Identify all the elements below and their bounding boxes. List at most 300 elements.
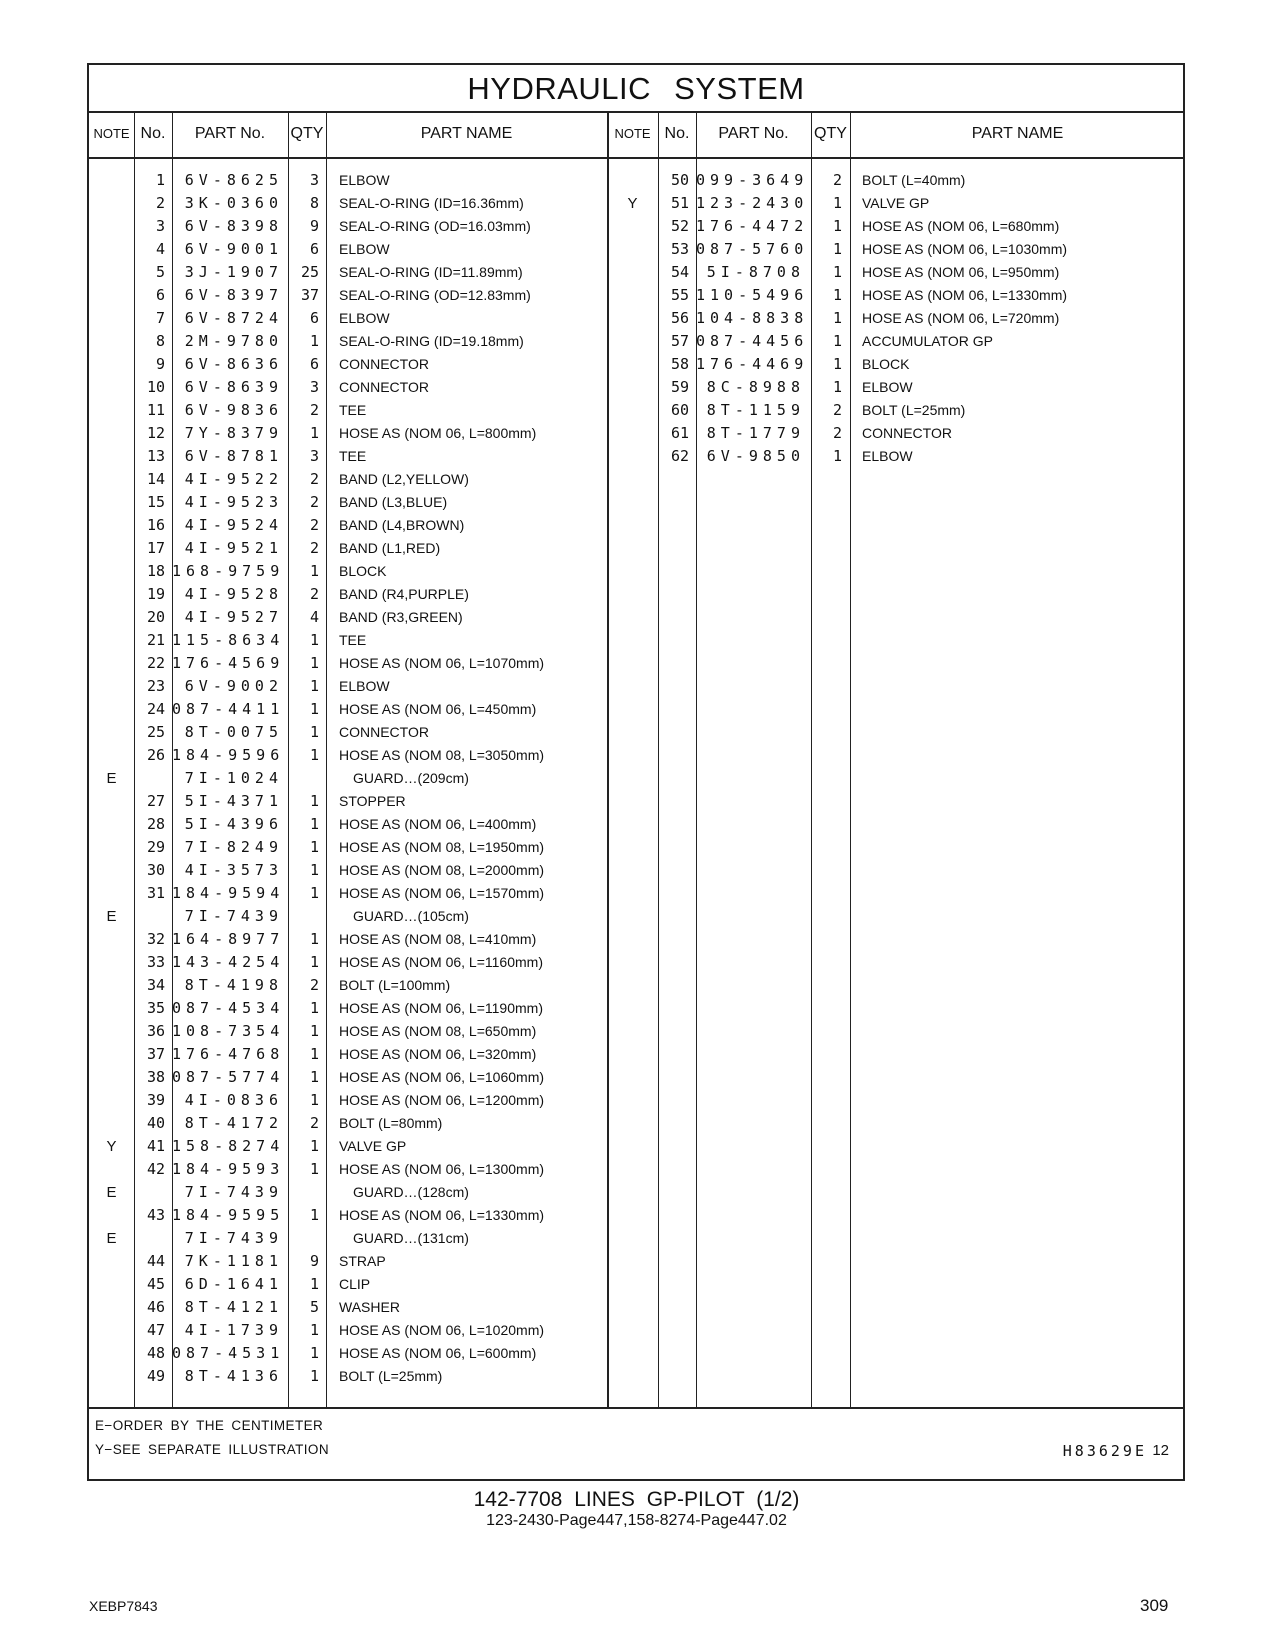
part-name: GUARD…(131cm)	[353, 1230, 469, 1246]
item-number: 20	[146, 608, 165, 626]
quantity: 1	[309, 1275, 319, 1293]
part-number: 6V-8636	[184, 355, 283, 373]
quantity: 1	[309, 999, 319, 1017]
table-row	[607, 353, 1185, 376]
part-name: HOSE AS (NOM 08, L=410mm)	[339, 931, 537, 947]
quantity	[288, 767, 319, 790]
note-cell	[89, 721, 134, 744]
item-number: 15	[146, 493, 165, 511]
table-row	[89, 330, 607, 353]
part-number: 6V-8398	[184, 217, 283, 235]
quantity: 1	[309, 1068, 319, 1086]
note-cell	[89, 1365, 134, 1388]
item-number: 26	[146, 746, 165, 764]
part-name: HOSE AS (NOM 06, L=680mm)	[862, 218, 1060, 234]
quantity: 1	[309, 1321, 319, 1339]
part-name: BAND (R3,GREEN)	[339, 609, 463, 625]
part-number: 087-4531	[172, 1344, 285, 1362]
part-name: VALVE GP	[862, 195, 930, 211]
table-row	[89, 629, 607, 652]
quantity: 2	[832, 171, 842, 189]
quantity: 1	[309, 1367, 319, 1385]
table-row	[89, 514, 607, 537]
note-cell: E	[106, 908, 117, 925]
part-name: HOSE AS (NOM 06, L=720mm)	[862, 310, 1060, 326]
page-number: 309	[1140, 1596, 1169, 1615]
part-number: 8T-4121	[184, 1298, 283, 1316]
part-name: SEAL-O-RING (OD=12.83mm)	[339, 287, 531, 303]
note-cell	[607, 169, 658, 192]
quantity: 1	[309, 1160, 319, 1178]
item-number: 31	[146, 884, 165, 902]
part-number: 4I-9527	[184, 608, 283, 626]
item-number: 51	[670, 194, 689, 212]
part-number: 184-9593	[172, 1160, 285, 1178]
table-row	[89, 1273, 607, 1296]
part-name: HOSE AS (NOM 06, L=400mm)	[339, 816, 537, 832]
group-references: 123-2430-Page447,158-8274-Page447.02	[486, 1512, 787, 1529]
note-cell	[89, 307, 134, 330]
quantity: 1	[309, 1137, 319, 1155]
part-number: 6V-9002	[184, 677, 283, 695]
item-number: 61	[670, 424, 689, 442]
note-cell	[89, 1342, 134, 1365]
part-number: 110-5496	[696, 286, 809, 304]
item-number: 3	[155, 217, 165, 235]
note-cell	[607, 215, 658, 238]
part-name: SEAL-O-RING (ID=19.18mm)	[339, 333, 524, 349]
part-number: 7I-1024	[184, 769, 283, 787]
part-number: 6V-8397	[184, 286, 283, 304]
sheet-number: 12	[1152, 1442, 1169, 1459]
quantity: 1	[832, 309, 842, 327]
quantity: 6	[309, 309, 319, 327]
table-row	[89, 376, 607, 399]
part-number: 4I-9528	[184, 585, 283, 603]
part-number: 158-8274	[172, 1137, 285, 1155]
table-row	[89, 491, 607, 514]
note-cell	[89, 169, 134, 192]
part-number: 087-4411	[172, 700, 285, 718]
item-number: 58	[670, 355, 689, 373]
part-name: HOSE AS (NOM 06, L=1060mm)	[339, 1069, 545, 1085]
part-number: 168-9759	[172, 562, 285, 580]
part-number: 6V-8639	[184, 378, 283, 396]
item-number: 13	[146, 447, 165, 465]
table-row	[607, 445, 1185, 468]
table-row	[607, 238, 1185, 261]
parts-table-frame	[87, 63, 1185, 1481]
quantity: 5	[309, 1298, 319, 1316]
item-number: 49	[146, 1367, 165, 1385]
note-cell	[89, 583, 134, 606]
quantity: 2	[832, 424, 842, 442]
quantity: 1	[832, 194, 842, 212]
part-number: 8T-1779	[706, 424, 805, 442]
part-number: 4I-9524	[184, 516, 283, 534]
part-number: 4I-9521	[184, 539, 283, 557]
part-number: 2M-9780	[184, 332, 283, 350]
item-number: 16	[146, 516, 165, 534]
table-row	[89, 1181, 607, 1204]
part-number: 7Y-8379	[184, 424, 283, 442]
item-number: 42	[146, 1160, 165, 1178]
part-number: 176-4768	[172, 1045, 285, 1063]
part-number: 7I-7439	[184, 1229, 283, 1247]
quantity: 1	[309, 884, 319, 902]
item-number: 6	[155, 286, 165, 304]
part-name: ACCUMULATOR GP	[862, 333, 993, 349]
quantity: 1	[309, 1022, 319, 1040]
part-number: 7I-7439	[184, 907, 283, 925]
table-row	[89, 215, 607, 238]
item-number: 39	[146, 1091, 165, 1109]
table-row	[89, 997, 607, 1020]
note-cell	[89, 1020, 134, 1043]
item-number: 40	[146, 1114, 165, 1132]
note-cell	[89, 422, 134, 445]
quantity: 4	[309, 608, 319, 626]
table-row	[607, 169, 1185, 192]
part-name: HOSE AS (NOM 06, L=1300mm)	[339, 1161, 545, 1177]
item-number: 37	[146, 1045, 165, 1063]
part-name: BAND (L4,BROWN)	[339, 517, 465, 533]
part-name: BAND (R4,PURPLE)	[339, 586, 469, 602]
note-cell	[89, 652, 134, 675]
table-row	[89, 1043, 607, 1066]
header-note-left: NOTE	[89, 111, 134, 159]
part-number: 6V-9836	[184, 401, 283, 419]
part-number: 7I-8249	[184, 838, 283, 856]
quantity: 2	[832, 401, 842, 419]
table-row	[89, 238, 607, 261]
note-cell	[89, 1158, 134, 1181]
part-number: 108-7354	[172, 1022, 285, 1040]
part-name: GUARD…(105cm)	[353, 908, 469, 924]
quantity: 1	[309, 815, 319, 833]
table-row	[89, 284, 607, 307]
part-number: 3K-0360	[184, 194, 283, 212]
quantity: 3	[309, 171, 319, 189]
quantity: 1	[309, 953, 319, 971]
table-row	[89, 1296, 607, 1319]
item-number: 60	[670, 401, 689, 419]
header-part-name-right: PART NAME	[850, 111, 1185, 159]
note-cell	[89, 468, 134, 491]
quantity: 1	[309, 930, 319, 948]
part-name: HOSE AS (NOM 06, L=1020mm)	[339, 1322, 545, 1338]
part-name: HOSE AS (NOM 06, L=1570mm)	[339, 885, 545, 901]
note-cell	[607, 330, 658, 353]
part-number: 087-5774	[172, 1068, 285, 1086]
quantity: 2	[309, 470, 319, 488]
quantity: 2	[309, 516, 319, 534]
note-cell	[89, 399, 134, 422]
part-number: 8C-8988	[706, 378, 805, 396]
table-row	[607, 261, 1185, 284]
table-row	[89, 744, 607, 767]
quantity: 1	[309, 677, 319, 695]
note-cell	[89, 928, 134, 951]
part-name: HOSE AS (NOM 06, L=1160mm)	[339, 954, 543, 970]
quantity: 1	[309, 723, 319, 741]
table-row	[89, 859, 607, 882]
quantity: 1	[309, 631, 319, 649]
part-number: 7K-1181	[184, 1252, 283, 1270]
page-title: HYDRAULIC SYSTEM	[89, 65, 1183, 113]
item-number: 52	[670, 217, 689, 235]
quantity: 1	[832, 355, 842, 373]
quantity: 1	[832, 447, 842, 465]
note-cell: E	[106, 1184, 117, 1201]
note-cell	[607, 399, 658, 422]
part-name: STOPPER	[339, 793, 406, 809]
note-cell: E	[106, 1230, 117, 1247]
table-row	[89, 261, 607, 284]
note-cell	[89, 514, 134, 537]
item-number: 19	[146, 585, 165, 603]
note-cell	[89, 1089, 134, 1112]
item-number	[134, 1227, 165, 1250]
table-row	[607, 330, 1185, 353]
quantity: 1	[309, 1091, 319, 1109]
quantity: 6	[309, 240, 319, 258]
item-number: 12	[146, 424, 165, 442]
part-number: 123-2430	[696, 194, 809, 212]
part-number: 5I-8708	[706, 263, 805, 281]
part-name: ELBOW	[339, 172, 390, 188]
part-number: 087-4456	[696, 332, 809, 350]
table-row	[607, 215, 1185, 238]
table-row	[89, 905, 607, 928]
note-cell	[89, 1112, 134, 1135]
item-number: 14	[146, 470, 165, 488]
table-row	[89, 882, 607, 905]
quantity: 9	[309, 217, 319, 235]
table-row	[89, 1112, 607, 1135]
part-name: BAND (L3,BLUE)	[339, 494, 448, 510]
item-number: 44	[146, 1252, 165, 1270]
part-number: 184-9595	[172, 1206, 285, 1224]
quantity: 1	[832, 217, 842, 235]
part-name: HOSE AS (NOM 06, L=600mm)	[339, 1345, 537, 1361]
part-name: TEE	[339, 448, 367, 464]
table-row	[607, 376, 1185, 399]
table-bottom-rule	[89, 1407, 1183, 1409]
item-number: 18	[146, 562, 165, 580]
part-name: ELBOW	[339, 310, 390, 326]
footnote-e: E−ORDER BY THE CENTIMETER	[95, 1418, 324, 1433]
item-number: 8	[155, 332, 165, 350]
table-row	[89, 721, 607, 744]
note-cell	[89, 790, 134, 813]
part-name: WASHER	[339, 1299, 400, 1315]
quantity: 37	[300, 286, 319, 304]
quantity: 1	[309, 861, 319, 879]
quantity: 2	[309, 976, 319, 994]
part-name: HOSE AS (NOM 06, L=800mm)	[339, 425, 537, 441]
table-row	[89, 1158, 607, 1181]
table-row	[89, 606, 607, 629]
table-row	[89, 790, 607, 813]
part-number: 8T-0075	[184, 723, 283, 741]
item-number: 62	[670, 447, 689, 465]
item-number: 23	[146, 677, 165, 695]
note-cell	[89, 629, 134, 652]
item-number: 47	[146, 1321, 165, 1339]
quantity: 1	[309, 700, 319, 718]
parts-list-right	[607, 169, 1185, 468]
item-number: 53	[670, 240, 689, 258]
header-note-right: NOTE	[607, 111, 658, 159]
item-number: 2	[155, 194, 165, 212]
part-name: CONNECTOR	[339, 356, 429, 372]
quantity: 1	[309, 654, 319, 672]
item-number: 45	[146, 1275, 165, 1293]
item-number: 57	[670, 332, 689, 350]
table-row	[89, 813, 607, 836]
part-number: 4I-1739	[184, 1321, 283, 1339]
item-number: 17	[146, 539, 165, 557]
item-number: 28	[146, 815, 165, 833]
header-part-no-left: PART No.	[172, 111, 288, 159]
note-cell	[89, 813, 134, 836]
table-row	[89, 1066, 607, 1089]
part-number: 4I-9522	[184, 470, 283, 488]
part-name: HOSE AS (NOM 06, L=1330mm)	[862, 287, 1068, 303]
table-row	[89, 1089, 607, 1112]
part-number: 8T-4136	[184, 1367, 283, 1385]
quantity: 2	[309, 585, 319, 603]
quantity: 25	[300, 263, 319, 281]
note-cell	[89, 537, 134, 560]
table-row	[607, 284, 1185, 307]
part-name: SEAL-O-RING (ID=16.36mm)	[339, 195, 524, 211]
part-number: 4I-0836	[184, 1091, 283, 1109]
part-name: SEAL-O-RING (OD=16.03mm)	[339, 218, 531, 234]
part-number: 143-4254	[172, 953, 285, 971]
note-cell	[89, 215, 134, 238]
note-cell	[607, 261, 658, 284]
table-row	[89, 1204, 607, 1227]
note-cell	[89, 606, 134, 629]
part-number: 6D-1641	[184, 1275, 283, 1293]
part-name: CONNECTOR	[862, 425, 952, 441]
part-number: 087-5760	[696, 240, 809, 258]
note-cell	[89, 859, 134, 882]
note-cell	[89, 261, 134, 284]
part-number: 176-4469	[696, 355, 809, 373]
part-number: 176-4569	[172, 654, 285, 672]
part-name: ELBOW	[862, 448, 913, 464]
note-cell	[89, 1043, 134, 1066]
part-number: 164-8977	[172, 930, 285, 948]
item-number: 48	[146, 1344, 165, 1362]
table-row	[89, 192, 607, 215]
part-number: 104-8838	[696, 309, 809, 327]
table-row	[89, 1319, 607, 1342]
quantity: 3	[309, 378, 319, 396]
note-cell	[89, 192, 134, 215]
item-number: 27	[146, 792, 165, 810]
note-cell	[607, 422, 658, 445]
part-name: ELBOW	[339, 241, 390, 257]
part-name: BLOCK	[339, 563, 387, 579]
part-name: STRAP	[339, 1253, 386, 1269]
part-number: 6V-9850	[706, 447, 805, 465]
note-cell	[89, 951, 134, 974]
part-name: TEE	[339, 632, 367, 648]
part-name: HOSE AS (NOM 06, L=1200mm)	[339, 1092, 545, 1108]
quantity: 1	[309, 746, 319, 764]
table-row	[89, 445, 607, 468]
table-row	[89, 1342, 607, 1365]
item-number	[134, 905, 165, 928]
part-number: 184-9594	[172, 884, 285, 902]
table-row	[89, 652, 607, 675]
part-number: 8T-4172	[184, 1114, 283, 1132]
quantity: 2	[309, 539, 319, 557]
note-cell	[89, 238, 134, 261]
part-name: HOSE AS (NOM 08, L=2000mm)	[339, 862, 545, 878]
item-number: 25	[146, 723, 165, 741]
part-number: 4I-9523	[184, 493, 283, 511]
table-row	[89, 767, 607, 790]
item-number: 43	[146, 1206, 165, 1224]
part-number: 3J-1907	[184, 263, 283, 281]
part-name: HOSE AS (NOM 06, L=1030mm)	[862, 241, 1068, 257]
note-cell	[89, 997, 134, 1020]
parts-list-left	[89, 169, 607, 1388]
note-cell	[607, 445, 658, 468]
quantity: 1	[832, 263, 842, 281]
item-number: 21	[146, 631, 165, 649]
part-name: TEE	[339, 402, 367, 418]
part-number: 184-9596	[172, 746, 285, 764]
part-name: HOSE AS (NOM 08, L=3050mm)	[339, 747, 545, 763]
quantity: 1	[832, 240, 842, 258]
note-cell	[607, 238, 658, 261]
quantity: 1	[309, 1344, 319, 1362]
part-name: BAND (L2,YELLOW)	[339, 471, 469, 487]
note-cell	[89, 836, 134, 859]
quantity: 1	[309, 424, 319, 442]
quantity: 2	[309, 401, 319, 419]
note-cell	[89, 744, 134, 767]
quantity: 1	[832, 286, 842, 304]
header-part-name-left: PART NAME	[326, 111, 607, 159]
note-cell: E	[106, 770, 117, 787]
table-row	[607, 192, 1185, 215]
table-row	[89, 675, 607, 698]
quantity: 1	[309, 562, 319, 580]
table-row	[89, 1365, 607, 1388]
note-cell	[89, 1250, 134, 1273]
table-row	[89, 537, 607, 560]
table-row	[89, 422, 607, 445]
item-number: 38	[146, 1068, 165, 1086]
note-cell	[89, 974, 134, 997]
quantity: 9	[309, 1252, 319, 1270]
table-row	[607, 399, 1185, 422]
note-cell	[89, 882, 134, 905]
quantity	[288, 1181, 319, 1204]
table-row	[89, 1020, 607, 1043]
quantity	[288, 905, 319, 928]
item-number: 56	[670, 309, 689, 327]
table-row	[89, 399, 607, 422]
table-row	[607, 307, 1185, 330]
